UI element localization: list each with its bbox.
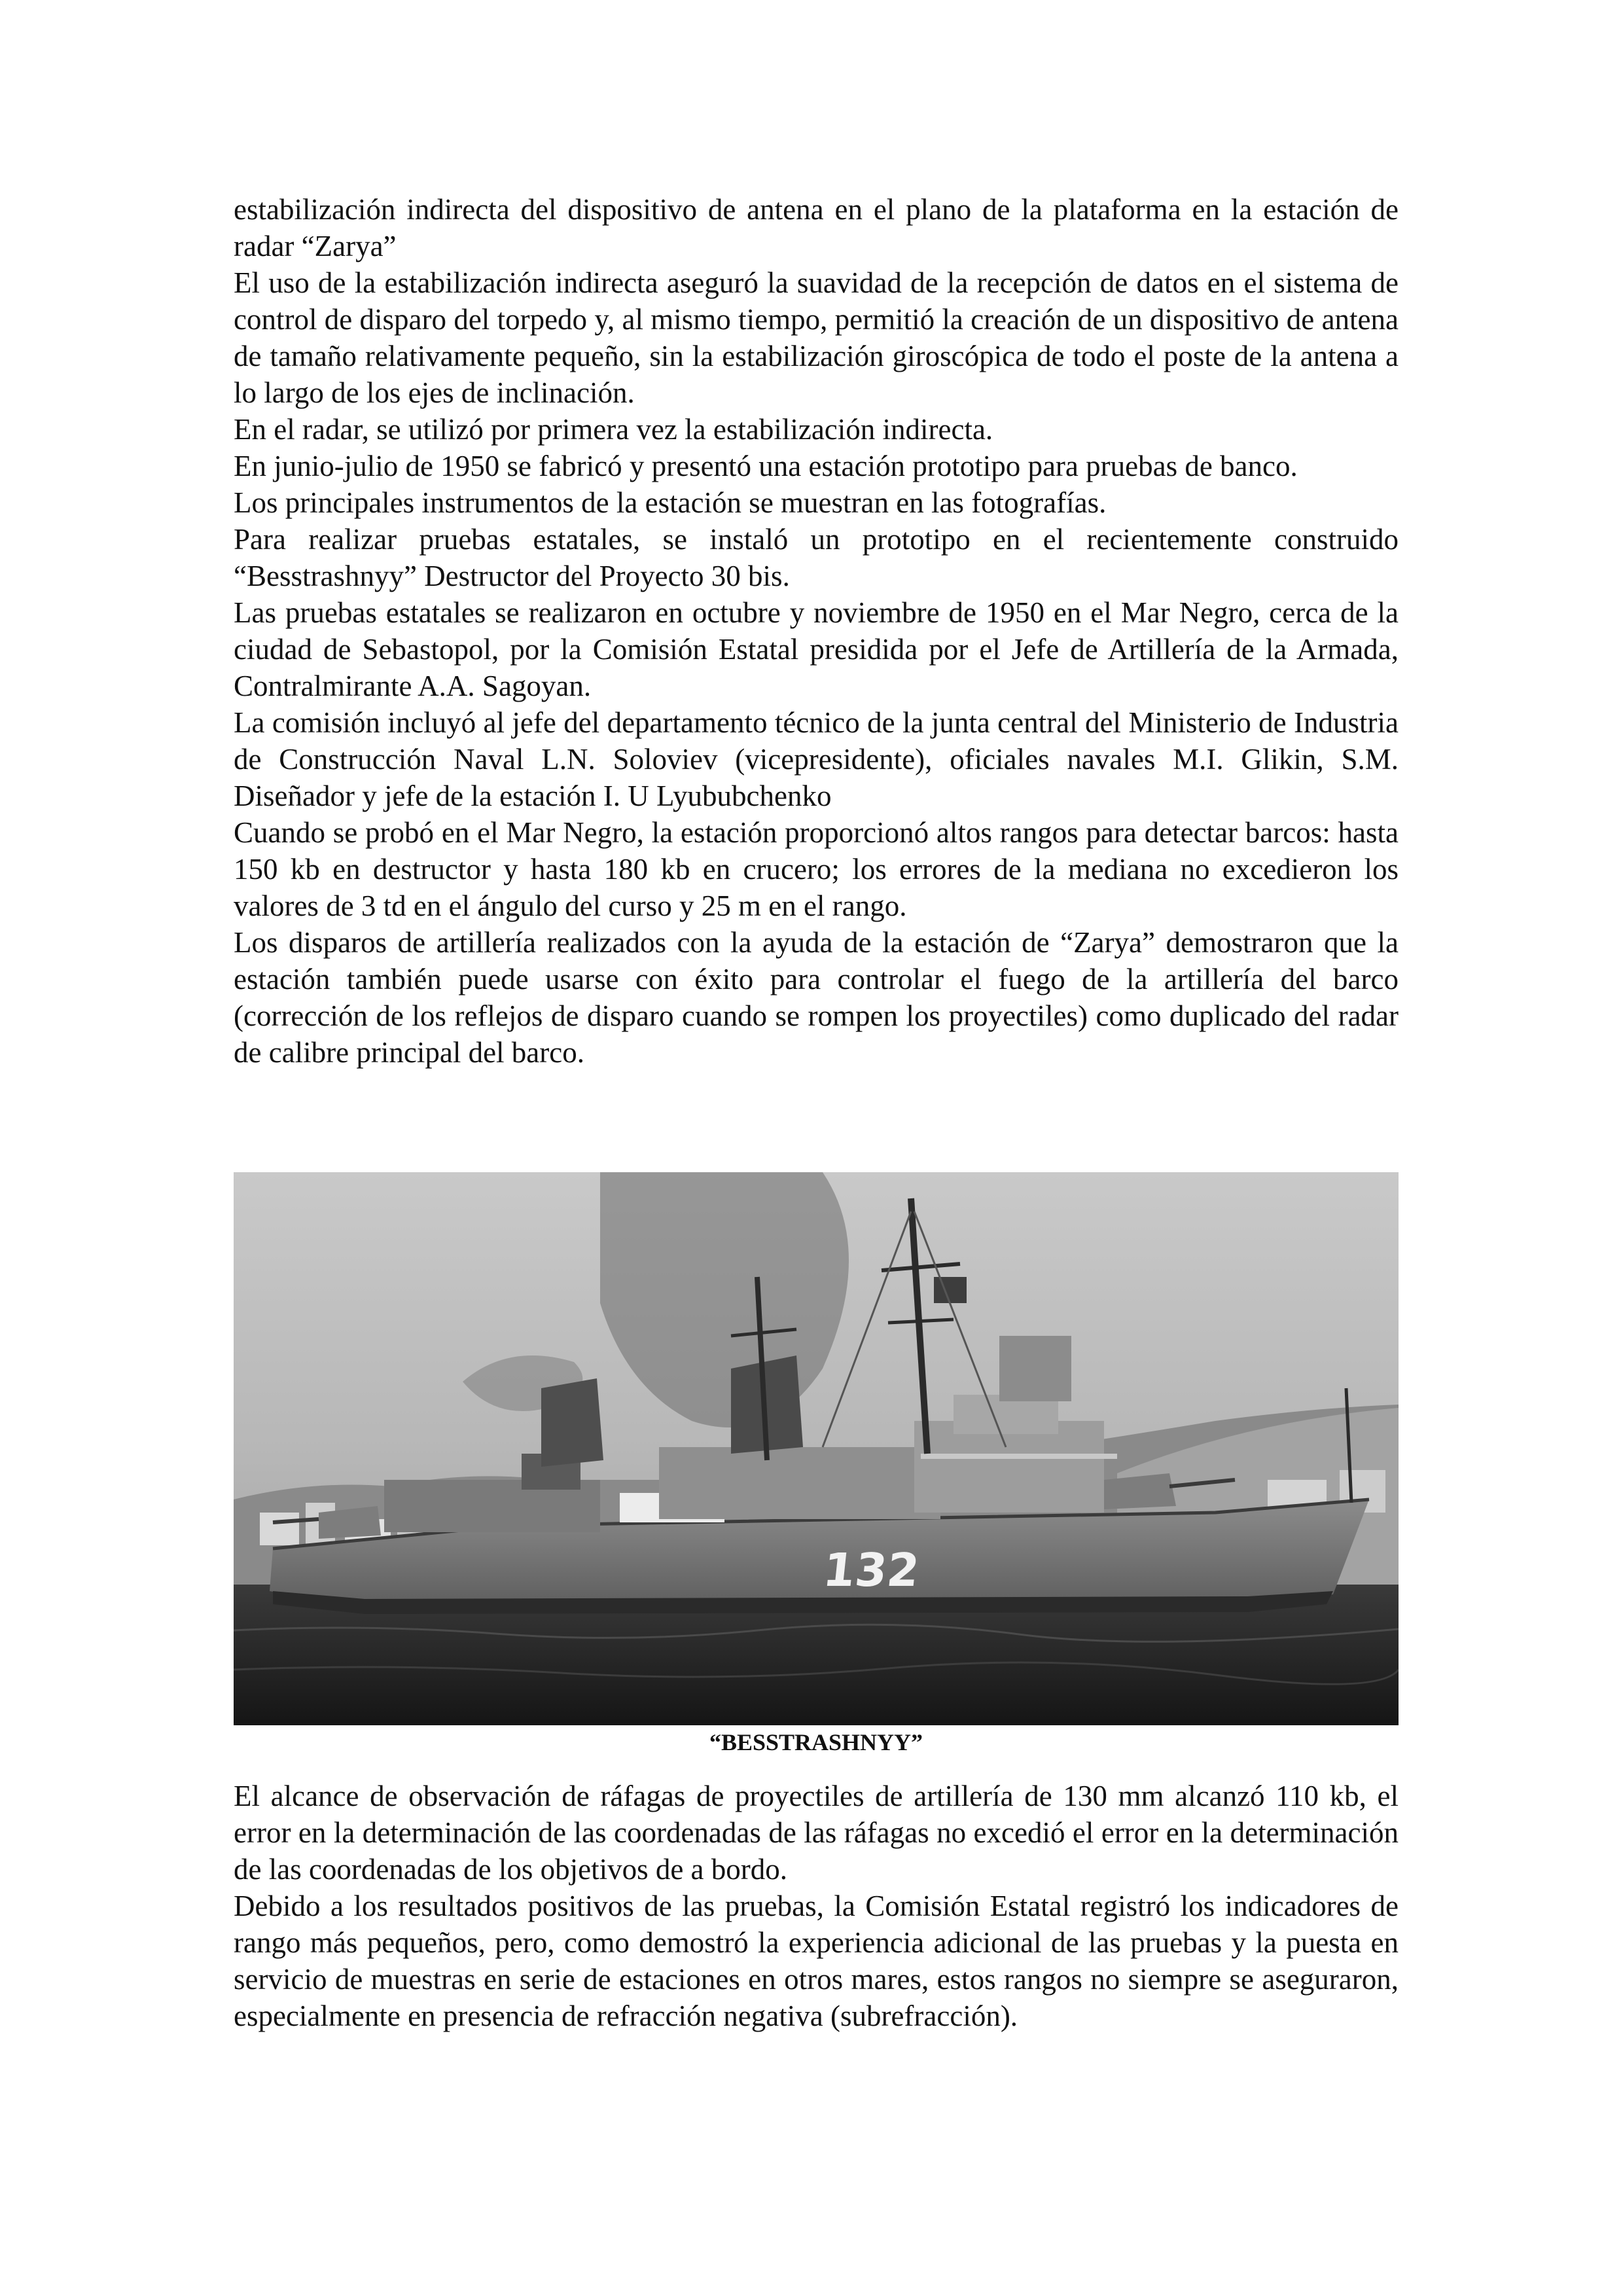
paragraph: El uso de la estabilización indirecta aseguró la suavidad de la recepción de datos en el sistema de control de disparo del torpedo y, al mismo tiempo, permitió la creación de un dispositivo de antena de tamaño relativamente pequeño, sin la estabilización giroscópica de todo el poste de la antena a lo largo de los ejes de inclinación. <box>234 266 1399 409</box>
destroyer-photo <box>234 1172 1399 1725</box>
main-superstructure <box>659 1447 940 1519</box>
paragraph: Para realizar pruebas estatales, se instaló un prototipo en el recientemente construido “Besstrashnyy” Destructor del Proyecto 30 bis. <box>234 523 1399 592</box>
paragraph: En junio-julio de 1950 se fabricó y presentó una estación prototipo para pruebas de banco. <box>234 450 1298 482</box>
funnel <box>541 1378 603 1467</box>
destroyer-photo-graphic <box>234 1172 1399 1725</box>
photo-caption: “BESSTRASHNYY” <box>709 1729 923 1755</box>
paragraph: El alcance de observación de ráfagas de proyectiles de artillería de 130 mm alcanzó 110 kb, el error en la determinación de las coordenadas de las ráfagas no excedió el error en la determinación de las coordenadas de los objetivos de a bordo. <box>234 1780 1399 1886</box>
paragraph: estabilización indirecta del dispositivo de antena en el plano de la plataforma en la estación de radar “Zarya” <box>234 193 1399 262</box>
paragraph: Las pruebas estatales se realizaron en octubre y noviembre de 1950 en el Mar Negro, cerca de la ciudad de Sebastopol, por la Comisión Estatal presidida por el Jefe de Artillería de la Armada, Contralmirante A.A. Sagoyan. <box>234 596 1399 702</box>
paragraph: Cuando se probó en el Mar Negro, la estación proporcionó altos rangos para detectar barcos: hasta 150 kb en destructor y hasta 180 kb en crucero; los errores de la mediana no excedieron los valores de 3 td en el ángulo del curso y 25 m en el rango. <box>234 816 1399 922</box>
paragraph: La comisión incluyó al jefe del departamento técnico de la junta central del Ministerio de Industria de Construcción Naval L.N. Soloviev (vicepresidente), oficiales navales M.I. Glikin, S.M. Diseñador y jefe de la estación I. U Lyububchenko <box>234 706 1399 812</box>
hull-number: 132 <box>820 1543 922 1597</box>
body-text-top <box>234 191 1399 1071</box>
body-text-bottom <box>234 1778 1399 2034</box>
paragraph: Los disparos de artillería realizados con la ayuda de la estación de “Zarya” demostraron que la estación también puede usarse con éxito para controlar el fuego de la artillería del barco (corrección de los reflejos de disparo cuando se rompen los proyectiles) como duplicado del radar de calibre principal del barco. <box>234 926 1399 1069</box>
paragraph: Debido a los resultados positivos de las pruebas, la Comisión Estatal registró los indicadores de rango más pequeños, pero, como demostró la experiencia adicional de las pruebas y la puesta en servicio de muestras en serie de estaciones en otros mares, estos rangos no siempre se aseguraron, especialmente en presencia de refracción negativa (subrefracción). <box>234 1890 1399 2032</box>
paragraph: En el radar, se utilizó por primera vez la estabilización indirecta. <box>234 413 993 446</box>
paragraph: Los principales instrumentos de la estación se muestran en las fotografías. <box>234 486 1107 519</box>
